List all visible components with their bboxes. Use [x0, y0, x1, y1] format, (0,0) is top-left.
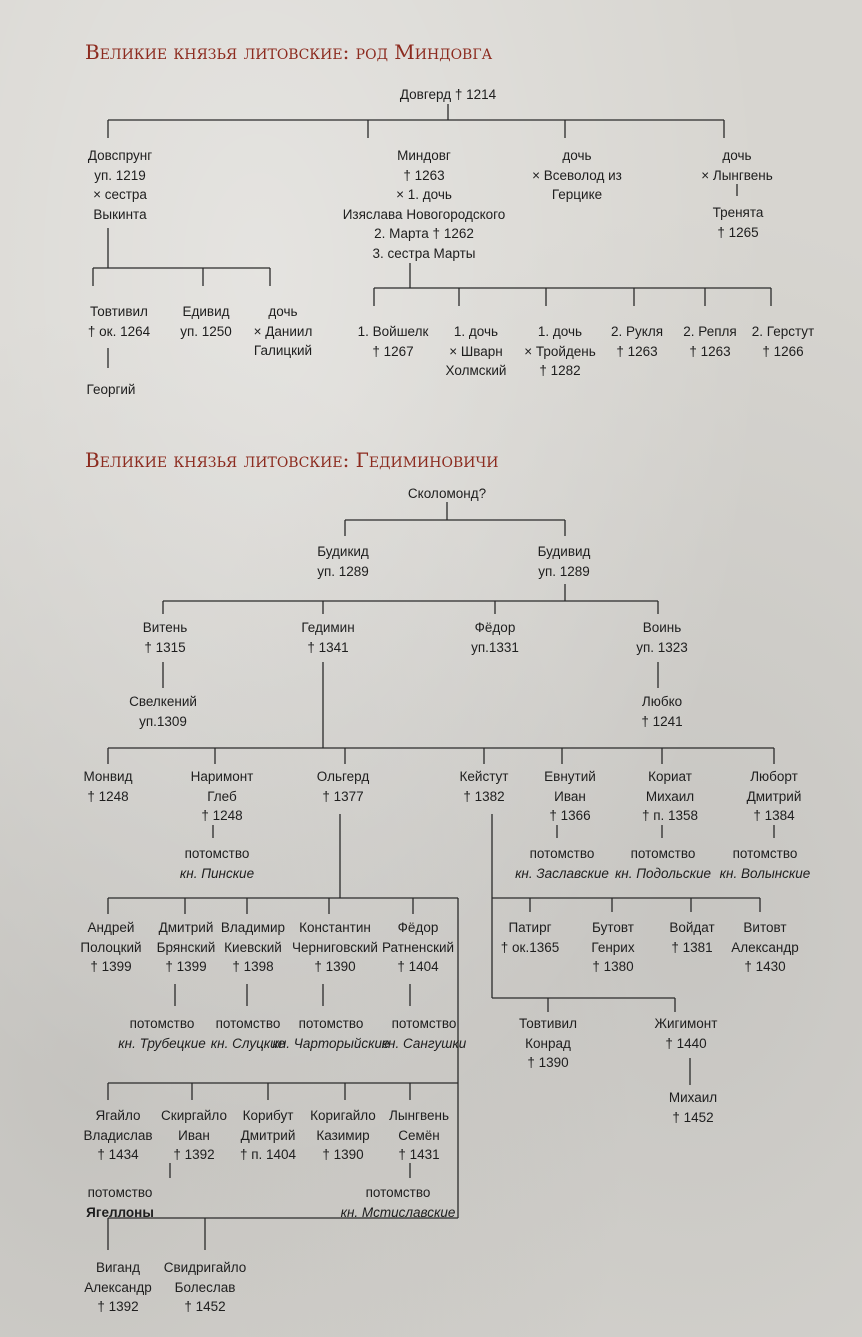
tree-node: 1. дочь × Тройдень † 1282 — [524, 324, 596, 378]
tree-node: Монвид † 1248 — [83, 769, 133, 804]
tree-node: Корибут Дмитрий † п. 1404 — [239, 1108, 297, 1162]
tree-node: дочь × Лынгвень — [701, 148, 773, 183]
tree-node: Евнутий Иван † 1366 — [544, 769, 596, 823]
tree-node: Свидригайло Болеслав † 1452 — [163, 1260, 247, 1314]
tree-node: Свелкений уп.1309 — [129, 694, 197, 729]
tree-node: Будикид уп. 1289 — [317, 544, 369, 579]
tree-node: Наримонт Глеб † 1248 — [190, 769, 254, 823]
tree-node: потомство кн. Чарторыйские — [272, 1016, 390, 1051]
tree-node: 2. Герстут † 1266 — [751, 324, 815, 359]
tree-node: Коригайло Казимир † 1390 — [310, 1108, 376, 1162]
tree-node: Товтивил † ок. 1264 — [87, 304, 151, 339]
tree-node: Довспрунг уп. 1219 × сестра Выкинта — [87, 148, 153, 222]
tree-node: Сколомонд? — [407, 486, 487, 501]
tree-node: потомство кн. Мстиславские — [340, 1185, 456, 1220]
tree-node: 2. Репля † 1263 — [683, 324, 737, 359]
tree-node: потомство кн. Волынские — [719, 846, 811, 881]
tree-node: потомство кн. Заславские — [515, 846, 609, 881]
tree-node: Будивид уп. 1289 — [537, 544, 591, 579]
tree-node: Константин Черниговский † 1390 — [292, 920, 378, 974]
tree-node: Люборт Дмитрий † 1384 — [746, 769, 802, 823]
tree-node: Лынгвень Семён † 1431 — [389, 1108, 449, 1162]
tree-node: потомство кн. Пинские — [179, 846, 255, 881]
tree-node: Ольгерд † 1377 — [316, 769, 370, 804]
tree-node: Фёдор уп.1331 — [471, 620, 519, 655]
tree-node: Кориат Михаил † п. 1358 — [641, 769, 699, 823]
tree-node: Витень † 1315 — [142, 620, 188, 655]
section-title-mindovg: Великие князья литовские: род Миндовга — [85, 40, 493, 64]
tree-node: потомство кн. Сангушки — [381, 1016, 467, 1051]
tree-node: дочь × Даниил Галицкий — [253, 304, 313, 358]
tree-node: Владимир Киевский † 1398 — [220, 920, 286, 974]
tree-node: Виганд Александр † 1392 — [84, 1260, 152, 1314]
tree-node: Кейстут † 1382 — [459, 769, 509, 804]
tree-node: Жигимонт † 1440 — [654, 1016, 718, 1051]
tree-node: Георгий — [86, 382, 136, 397]
tree-node: Ягайло Владислав † 1434 — [83, 1108, 153, 1162]
section-title-gediminovichi: Великие князья литовские: Гедиминовичи — [85, 448, 499, 472]
tree-node: потомство кн. Трубецкие — [118, 1016, 206, 1051]
tree-node: 1. Войшелк † 1267 — [357, 324, 429, 359]
tree-node: Миндовг † 1263 × 1. дочь Изяслава Новогородского 2. Марта † 1262 3. сестра Марты — [342, 148, 506, 261]
tree-node: Войдат † 1381 — [669, 920, 715, 955]
tree-node: Скиргайло Иван † 1392 — [161, 1108, 227, 1162]
tree-node: потомство кн. Слуцкие — [210, 1016, 286, 1051]
tree-node: потомство кн. Подольские — [614, 846, 712, 881]
tree-node: Тренята † 1265 — [712, 205, 764, 240]
tree-node: Едивид уп. 1250 — [180, 304, 232, 339]
tree-node: Дмитрий Брянский † 1399 — [156, 920, 216, 974]
tree-node: Бутовт Генрих † 1380 — [591, 920, 635, 974]
tree-node: 1. дочь × Шварн Холмский — [445, 324, 507, 378]
tree-node: Довгерд † 1214 — [399, 87, 497, 102]
tree-node: Товтивил Конрад † 1390 — [519, 1016, 577, 1070]
tree-node: Любко † 1241 — [641, 694, 683, 729]
tree-node: дочь × Всеволод из Герцике — [532, 148, 622, 202]
tree-node: Фёдор Ратненский † 1404 — [381, 920, 455, 974]
tree-node: Михаил † 1452 — [668, 1090, 718, 1125]
tree-node: потомство Ягеллоны — [86, 1185, 154, 1220]
tree-node: Гедимин † 1341 — [301, 620, 355, 655]
tree-node: Воинь уп. 1323 — [636, 620, 688, 655]
tree-node: Патирг † ок.1365 — [500, 920, 560, 955]
tree-node: 2. Рукля † 1263 — [610, 324, 664, 359]
tree-node: Витовт Александр † 1430 — [731, 920, 799, 974]
tree-node: Андрей Полоцкий † 1399 — [80, 920, 142, 974]
